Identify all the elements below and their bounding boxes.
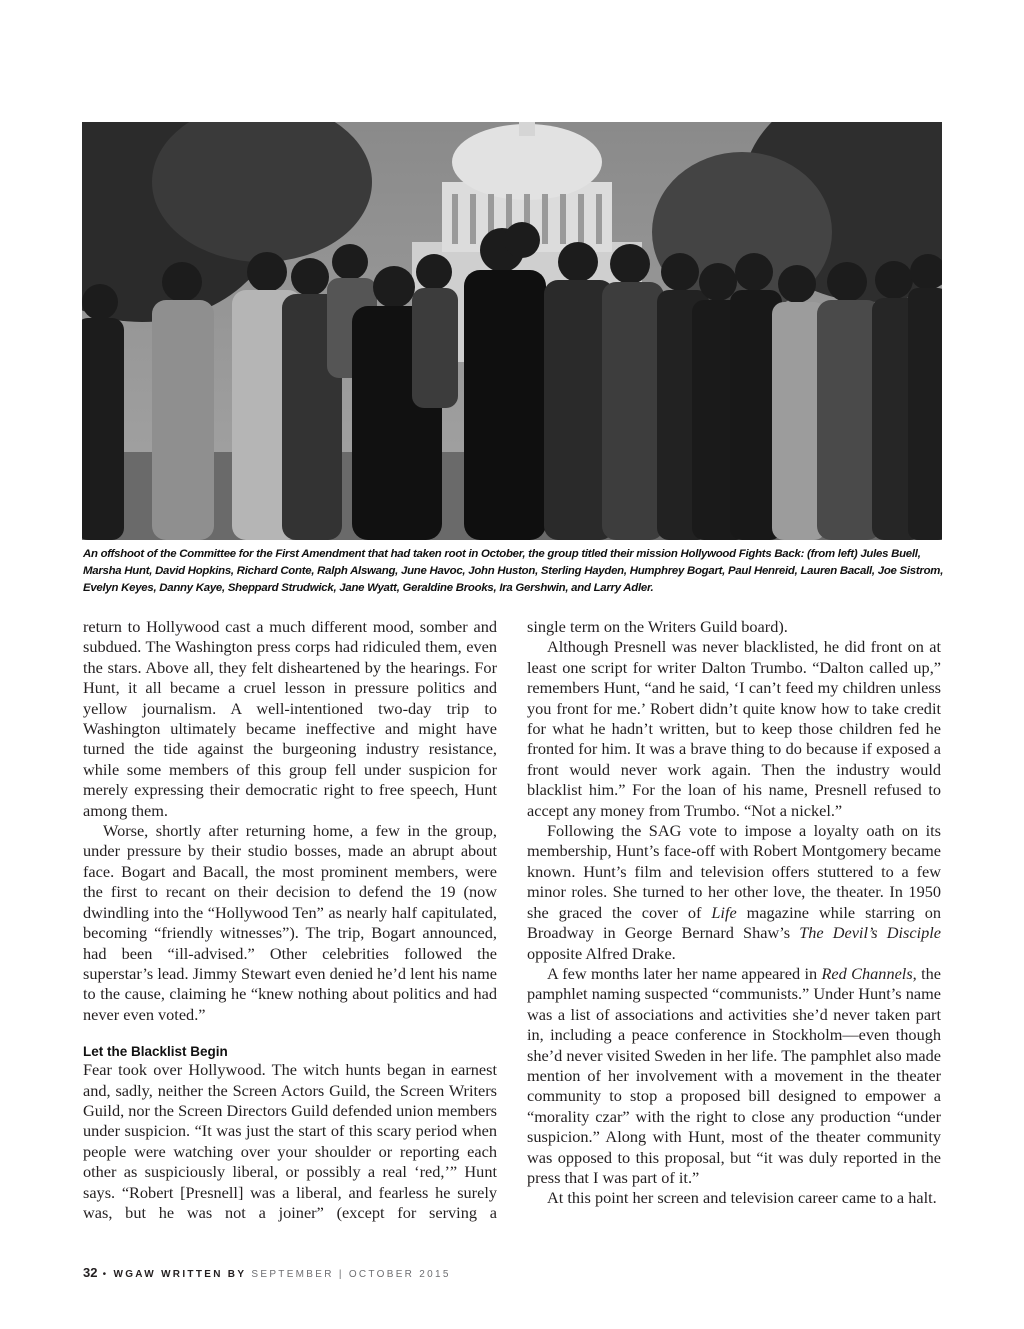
right-paragraph-4 <box>527 964 941 1188</box>
text-run: Following the SAG vote to impose a loyalty oath on its membership, Hunt’s face-off with Robert Montgomery became known. Hunt’s film and television offers stuttered to a few minor roles. She turned to her other love, the theater. In 1950 she graced the cover of <box>527 821 941 922</box>
right-paragraph-3 <box>527 821 941 964</box>
section-subheading: Let the Blacklist Begin <box>83 1044 228 1060</box>
left-paragraph-3: Fear took over Hollywood. The witch hunts began in earnest and, sadly, neither the Screen Actors Guild, the Screen Writers Guild, nor the Screen Directors Guild defended union members under suspicion. “It was just the start of this scary period when people were watching over your shoulder or reporting each other as suspiciously liberal, or possibly a real ‘red,’” Hunt says. “Robert [Presnell] was a liberal, and fearless he surely was, but he was not a joiner” (except for serving a <box>83 1060 497 1222</box>
right-paragraph-1: single term on the Writers Guild board). <box>527 617 788 636</box>
magazine-title: Life <box>711 902 737 922</box>
page-footer <box>83 1265 451 1280</box>
photo-illustration <box>82 122 942 540</box>
left-column <box>83 617 497 1223</box>
publication-name: WGAW WRITTEN BY <box>113 1269 247 1280</box>
right-column <box>527 617 941 1209</box>
issue-date: SEPTEMBER | OCTOBER 2015 <box>251 1269 451 1280</box>
text-run: A few months later her name appeared in <box>547 963 822 983</box>
text-run: the pamphlet naming suspected “communists.” Under Hunt’s name was a list of associations and activities she’d never taken part in, including a peace conference in Stockholm—even though she’d never visited Sweden in her life. The pamphlet also made mention of her involvement with a movement in the theater community to stop a proposed bill designed to empower a “morality czar” with the right to close any production “under suspicion.” Along with Hunt, most of the theater community was opposed to this proposal, but “it was duly reported in the press that I was part of it.” <box>527 963 942 1187</box>
pamphlet-title: Red Channels, <box>821 963 917 983</box>
text-run: magazine while starring on Broadway in George Bernard Shaw’s <box>527 902 942 943</box>
text-run: opposite Alfred Drake. <box>527 943 676 963</box>
play-title: The Devil’s Disciple <box>799 923 941 943</box>
photo-caption: An offshoot of the Committee for the First Amendment that had taken root in October, the group titled their mission Hollywood Fights Back: (from left) Jules Buell, Marsha Hunt, David Hopkins, Richard Conte, Ralph Alswang, June Havoc, John Huston, Sterling Hayden, Humphrey Bogart, Paul Henreid, Lauren Bacall, Joe Sistrom, Evelyn Keyes, Danny Kaye, Sheppard Strudwick, Jane Wyatt, Geraldine Brooks, Ira Gershwin, and Larry Adler. <box>83 548 944 594</box>
right-paragraph-2: Although Presnell was never blacklisted, he did front on at least one script for writer Dalton Trumbo. “Dalton called up,” remembers Hunt, “and he said, ‘I can’t feed my children unless you front for me.’ Robert didn’t quite know how to take credit for what he hadn’t written, but to keep those children fed he fronted for him. It was a brave thing to do because if exposed a front would never work again. Then the industry would blacklist him.” For the loan of his name, Presnell refused to accept any money from Trumbo. “Not a nickel.” <box>527 637 941 820</box>
page-number: 32 <box>83 1265 98 1280</box>
capitol-group-photo <box>82 122 942 540</box>
left-paragraph-2: Worse, shortly after returning home, a few in the group, under pressure by their studio bosses, made an abrupt about face. Bogart and Bacall, the most prominent members, were the first to recant on their decision to defend the 19 (now dwindling into the “Hollywood Ten” as nearly half capitulated, becoming “friendly witnesses”). The trip, Bogart announced, had been “ill-advised.” Other celebrities followed the superstar’s lead. Jimmy Stewart even denied he’d lent his name to the cause, claiming he “knew nothing about politics and had never even voted.” <box>83 821 497 1024</box>
left-paragraph-1: return to Hollywood cast a much different mood, somber and subdued. The Washington press corps had ridiculed them, even the stars. Above all, they felt disheartened by the hearings. For Hunt, it all became a cruel lesson in pressure politics and yellow journalism. A well-intentioned two-day trip to Washington ultimately became ineffective and might have turned the tide against the burgeoning industry resistance, while some members of this group fell under suspicion for merely expressing their democratic right to free speech, Hunt among them. <box>83 617 497 820</box>
right-paragraph-5: At this point her screen and television career came to a halt. <box>547 1188 937 1208</box>
footer-bullet: • <box>102 1269 109 1280</box>
